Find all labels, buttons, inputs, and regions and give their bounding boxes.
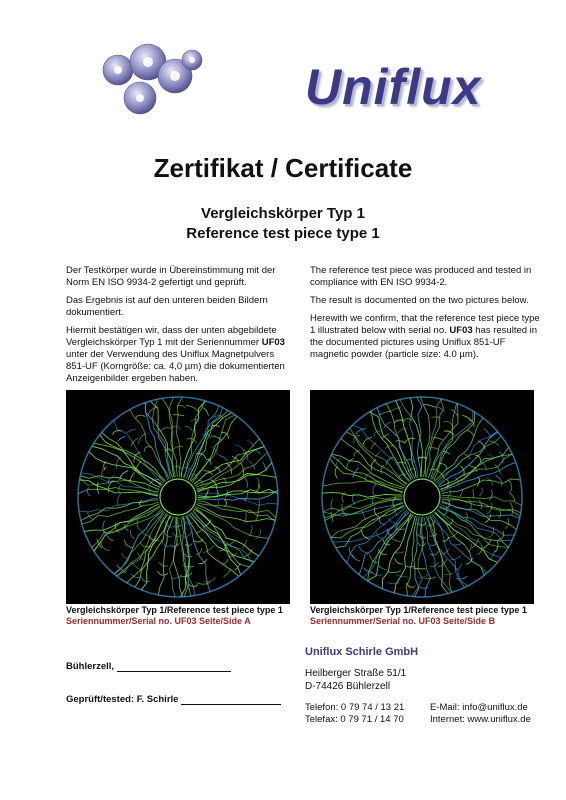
german-paragraph-2: Das Ergebnis ist auf den unteren beiden Bildern dokumentiert. bbox=[66, 295, 268, 318]
place-signature-line: Bühlerzell, bbox=[66, 661, 231, 672]
serial-label-side-a: Seriennummer/Serial no. UF03 Seite/Side A bbox=[66, 616, 251, 626]
crack-disc-image bbox=[66, 390, 290, 604]
serial-label-side-b: Seriennummer/Serial no. UF03 Seite/Side B bbox=[310, 616, 496, 626]
german-paragraph-3: Hiermit bestätigen wir, dass der unten abgebildete Vergleichskörper Typ 1 mit der Seriennummer UF03 unter der Verwendung des Uniflux Magnetpulvers 851-UF (Korngröße: ca. 4,0 µm) die dokumentierten Anzeigenbilder ergeben haben. bbox=[66, 325, 285, 384]
photo-caption-side-a: Vergleichskörper Typ 1/Reference test piece type 1 Seriennummer/Serial no. UF03 Seite/Side A bbox=[66, 605, 306, 627]
subtitle-english: Reference test piece type 1 bbox=[186, 225, 380, 242]
english-text-column bbox=[310, 265, 540, 367]
english-paragraph-1: The reference test piece was produced and tested in compliance with EN ISO 9934-2. bbox=[310, 265, 532, 288]
company-website: Internet: www.uniflux.de bbox=[430, 714, 531, 725]
english-paragraph-2: The result is documented on the two pictures below. bbox=[310, 295, 529, 306]
company-phone: Telefon: 0 79 74 / 13 21 bbox=[305, 702, 405, 713]
company-email: E-Mail: info@uniflux.de bbox=[430, 702, 528, 713]
english-paragraph-3: Herewith we confirm, that the reference test piece type 1 illustrated below with serial no. UF03 has resulted in the documented pictures using Uniflux 851-UF magnetic powder (particle size: 4.0 µm). bbox=[310, 313, 540, 360]
serial-number: UF03 bbox=[449, 325, 473, 336]
brand-logo-text: Uniflux bbox=[305, 59, 482, 115]
serial-number: UF03 bbox=[261, 337, 285, 348]
company-fax: Telefax: 0 79 71 / 14 70 bbox=[305, 714, 404, 725]
subtitle-german: Vergleichskörper Typ 1 bbox=[201, 205, 365, 222]
page-title: Zertifikat / Certificate bbox=[153, 153, 413, 183]
company-city: D-74426 Bühlerzell bbox=[305, 681, 391, 692]
tested-signature-line: Geprüft/tested: F. Schirle bbox=[66, 694, 281, 705]
gears-logo-icon bbox=[100, 40, 210, 122]
german-paragraph-1: Der Testkörper wurde in Übereinstimmung mit der Norm EN ISO 9934-2 gefertigt und geprüft. bbox=[66, 265, 276, 288]
company-name: Uniflux Schirle GmbH bbox=[305, 646, 419, 658]
test-piece-photo-side-b bbox=[310, 390, 534, 604]
photo-caption-side-b: Vergleichskörper Typ 1/Reference test piece type 1 Seriennummer/Serial no. UF03 Seite/Side B bbox=[310, 605, 550, 627]
crack-disc-image bbox=[310, 390, 534, 604]
german-text-column bbox=[66, 265, 294, 391]
company-street: Heilberger Straße 51/1 bbox=[305, 668, 407, 679]
test-piece-photo-side-a bbox=[66, 390, 290, 604]
